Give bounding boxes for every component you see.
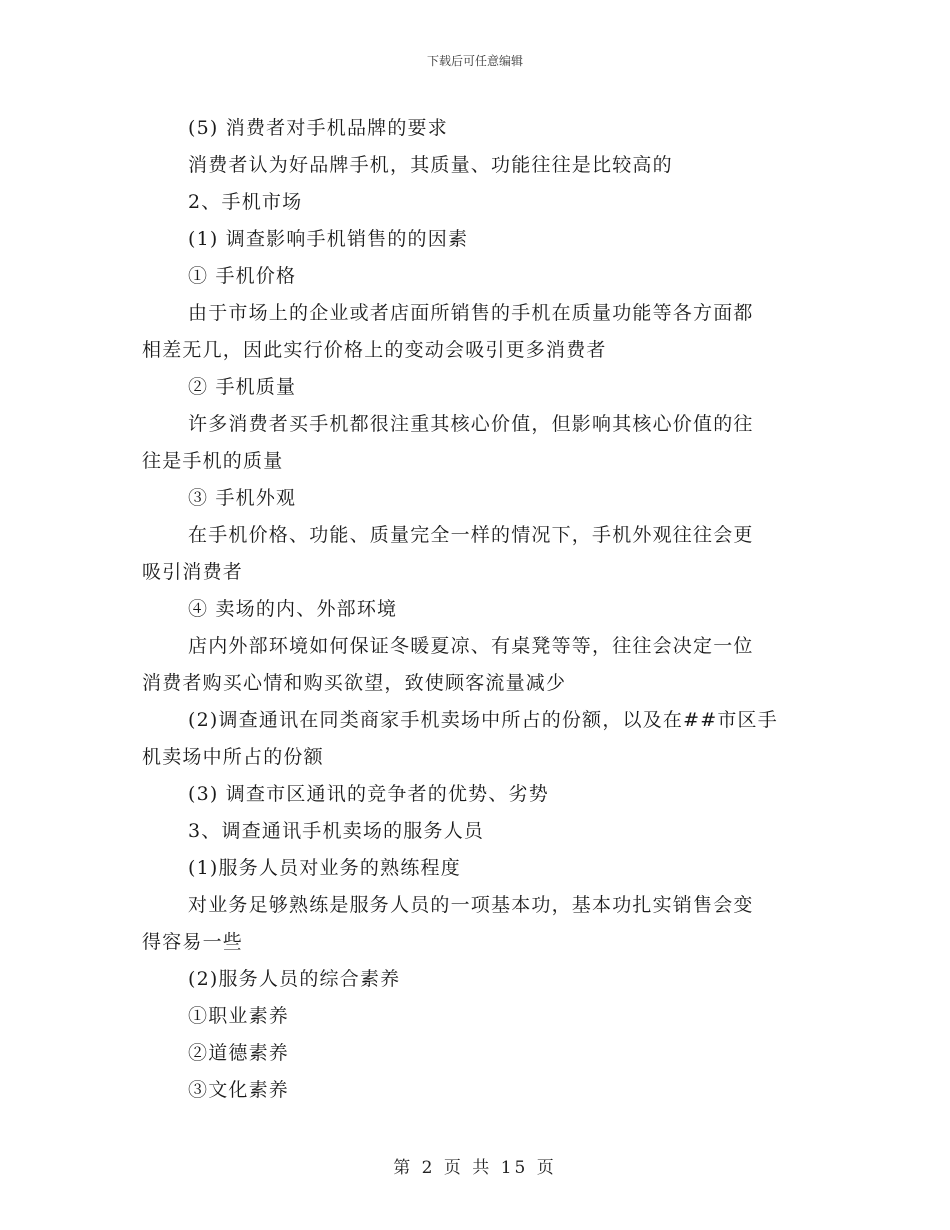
paragraph-line: 许多消费者买手机都很注重其核心价值，但影响其核心价值的往 [188, 413, 754, 435]
document-body [142, 110, 810, 1109]
section-heading: (2)调查通讯在同类商家手机卖场中所占的份额，以及在##市区手 [188, 709, 778, 731]
paragraph-line: 对业务足够熟练是服务人员的一项基本功，基本功扎实销售会变 [188, 894, 754, 916]
section-heading: (5) 消费者对手机品牌的要求 [188, 117, 448, 139]
section-heading: (1)服务人员对业务的熟练程度 [188, 857, 461, 879]
list-item-heading: ③ 手机外观 [188, 487, 297, 509]
paragraph-line: 往是手机的质量 [142, 450, 284, 472]
list-item-heading: ① 手机价格 [188, 265, 297, 287]
paragraph-line: 吸引消费者 [142, 561, 244, 583]
paragraph-line: 消费者购买心情和购买欲望，致使顾客流量减少 [142, 672, 567, 694]
paragraph-line: 得容易一些 [142, 931, 244, 953]
page-footer: 第 2 页 共 15 页 [393, 1158, 557, 1178]
paragraph-line: 消费者认为好品牌手机，其质量、功能往往是比较高的 [188, 154, 673, 176]
list-item: ③文化素养 [188, 1079, 290, 1101]
section-heading: (2)服务人员的综合素养 [188, 968, 401, 990]
page-header: 下载后可任意编辑 [426, 54, 523, 68]
paragraph-line: 在手机价格、功能、质量完全一样的情况下，手机外观往往会更 [188, 524, 754, 546]
paragraph-line: 店内外部环境如何保证冬暖夏凉、有桌凳等等，往往会决定一位 [188, 635, 754, 657]
paragraph-line: 机卖场中所占的份额 [142, 746, 324, 768]
paragraph-line: 相差无几，因此实行价格上的变动会吸引更多消费者 [142, 339, 607, 361]
section-heading: 2、手机市场 [188, 191, 303, 213]
list-item-heading: ② 手机质量 [188, 376, 297, 398]
section-heading: (3) 调查市区通讯的竞争者的优势、劣势 [188, 783, 549, 805]
list-item: ②道德素养 [188, 1042, 290, 1064]
section-heading: 3、调查通讯手机卖场的服务人员 [188, 820, 485, 842]
section-heading: (1) 调查影响手机销售的的因素 [188, 228, 469, 250]
list-item-heading: ④ 卖场的内、外部环境 [188, 598, 398, 620]
list-item: ①职业素养 [188, 1005, 290, 1027]
paragraph-line: 由于市场上的企业或者店面所销售的手机在质量功能等各方面都 [188, 302, 754, 324]
